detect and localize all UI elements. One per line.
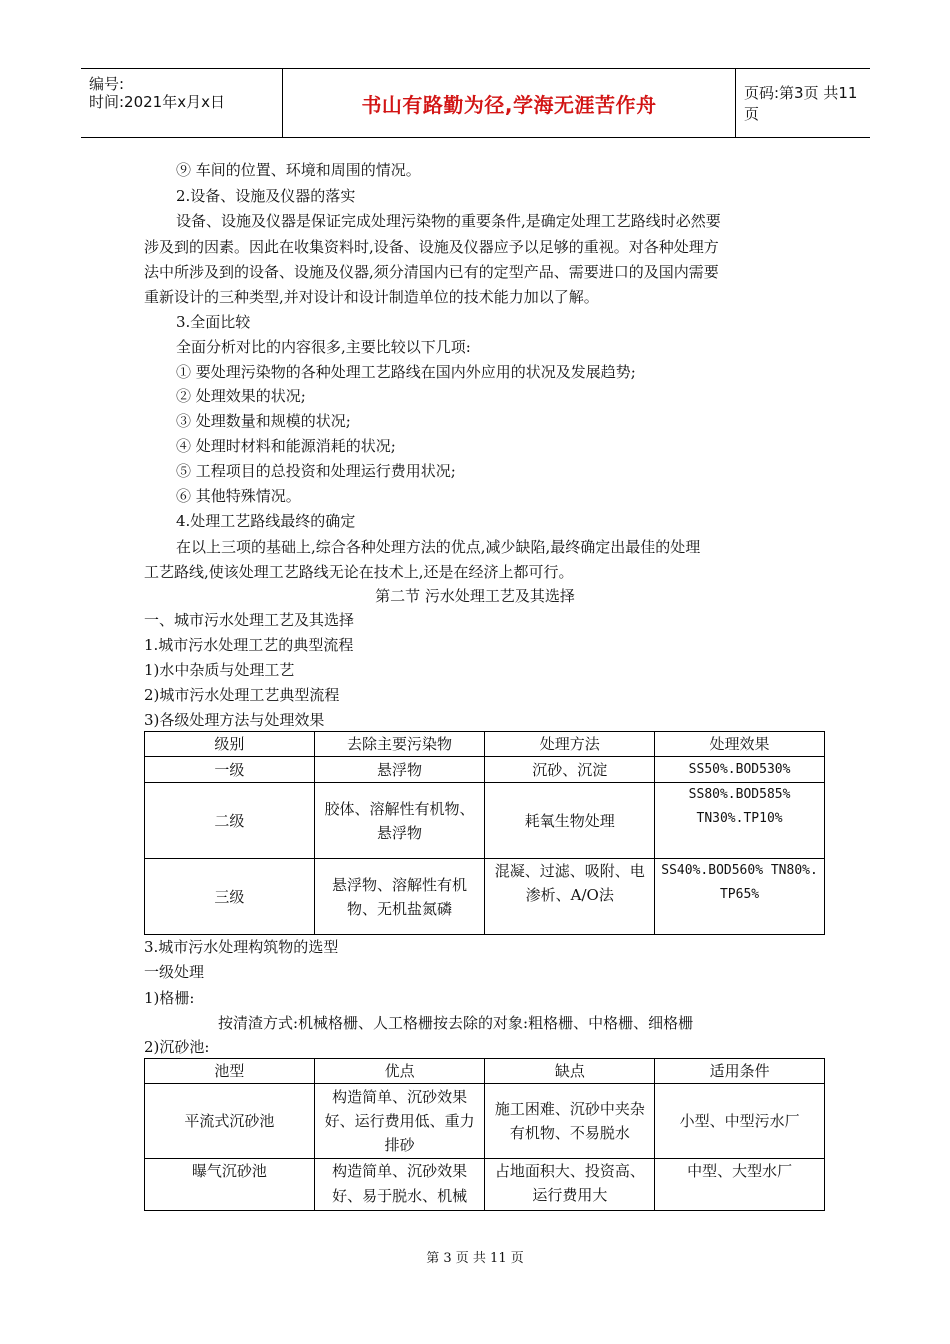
- section-heading: 4.处理工艺路线最终的确定: [176, 512, 356, 530]
- body-line: 工艺路线,使该处理工艺路线无论在技术上,还是在经济上都可行。: [144, 563, 574, 581]
- list-item: ③ 处理数量和规模的状况;: [176, 412, 351, 430]
- body-line: 重新设计的三种类型,并对设计和设计制造单位的技术能力加以了解。: [144, 288, 599, 306]
- section-heading: 一级处理: [144, 963, 205, 981]
- table-header-row: [145, 732, 825, 757]
- table-row: [145, 1084, 825, 1159]
- time-label: 时间:2021年x月x日: [89, 93, 225, 111]
- table-header-cell: 处理效果: [655, 732, 825, 757]
- table-cell: 占地面积大、投资高、运行费用大: [485, 1159, 655, 1211]
- page-header: [81, 68, 870, 138]
- table-row: [145, 783, 825, 859]
- table-header-cell: 级别: [145, 732, 315, 757]
- table-cell: 构造简单、沉砂效果好、运行费用低、重力排砂: [314, 1084, 485, 1159]
- table-cell: 一级: [145, 757, 315, 783]
- section-heading: 1.城市污水处理工艺的典型流程: [144, 636, 354, 654]
- header-motto: [283, 69, 736, 137]
- list-item: ② 处理效果的状况;: [176, 387, 306, 405]
- table-cell: 二级: [145, 783, 315, 859]
- table-header-cell: 优点: [314, 1059, 485, 1084]
- table-row: [145, 757, 825, 783]
- table-cell: SS80%.BOD585% TN30%.TP10%: [655, 783, 825, 859]
- table-header-cell: 处理方法: [485, 732, 655, 757]
- table-header-cell: 缺点: [485, 1059, 655, 1084]
- body-line: 在以上三项的基础上,综合各种处理方法的优点,减少缺陷,最终确定出最佳的处理: [176, 538, 701, 556]
- table-cell: SS40%.BOD560% TN80%. TP65%: [655, 859, 825, 935]
- table-cell: SS50%.BOD530%: [655, 757, 825, 783]
- table-cell: 混凝、过滤、吸附、电渗析、A/O法: [485, 859, 655, 935]
- table-header-cell: 去除主要污染物: [314, 732, 485, 757]
- list-item: ⑥ 其他特殊情况。: [176, 487, 301, 505]
- list-item: 3)各级处理方法与处理效果: [144, 711, 325, 729]
- list-item: 1)格栅:: [144, 989, 195, 1007]
- list-item: ⑤ 工程项目的总投资和处理运行费用状况;: [176, 462, 456, 480]
- table-cell: 沉砂、沉淀: [485, 757, 655, 783]
- table-cell: 耗氧生物处理: [485, 783, 655, 859]
- section-heading: 一、城市污水处理工艺及其选择: [144, 611, 355, 629]
- table-cell: 三级: [145, 859, 315, 935]
- body-line: 按清渣方式:机械格栅、人工格栅按去除的对象:粗格栅、中格栅、细格栅: [218, 1014, 694, 1032]
- list-item: 2)沉砂池:: [144, 1038, 210, 1056]
- table-cell: 胶体、溶解性有机物、悬浮物: [314, 783, 485, 859]
- motto-text: 书山有路勤为径,学海无涯苦作舟: [361, 92, 657, 117]
- table-row: [145, 1159, 825, 1211]
- table-cell: 构造简单、沉砂效果好、易于脱水、机械: [314, 1159, 485, 1211]
- table-cell: 平流式沉砂池: [145, 1084, 315, 1159]
- header-meta: [81, 69, 283, 137]
- page-number-label: 页码:第3页 共11页: [744, 84, 858, 123]
- number-label: 编号:: [89, 75, 125, 93]
- grit-chamber-table: [144, 1058, 825, 1211]
- table-cell: 小型、中型污水厂: [655, 1084, 825, 1159]
- list-item: ① 要处理污染物的各种处理工艺路线在国内外应用的状况及发展趋势;: [176, 363, 636, 381]
- table-cell: 中型、大型水厂: [655, 1159, 825, 1211]
- table-header-cell: 适用条件: [655, 1059, 825, 1084]
- body-line: ⑨ 车间的位置、环境和周围的情况。: [176, 161, 421, 179]
- section-heading: 3.城市污水处理构筑物的选型: [144, 938, 339, 956]
- page-footer: 第 3 页 共 11 页: [426, 1251, 524, 1266]
- table-row: [145, 859, 825, 935]
- list-item: ④ 处理时材料和能源消耗的状况;: [176, 437, 396, 455]
- table-cell: 悬浮物: [314, 757, 485, 783]
- list-item: 1)水中杂质与处理工艺: [144, 661, 295, 679]
- body-line: 涉及到的因素。因此在收集资料时,设备、设施及仪器应予以足够的重视。对各种处理方: [144, 238, 719, 256]
- list-item: 2)城市污水处理工艺典型流程: [144, 686, 340, 704]
- section-heading: 2.设备、设施及仪器的落实: [176, 187, 356, 205]
- chapter-section-title: 第二节 污水处理工艺及其选择: [375, 587, 575, 605]
- body-line: 法中所涉及到的设备、设施及仪器,须分清国内已有的定型产品、需要进口的及国内需要: [144, 263, 719, 281]
- table-cell: 悬浮物、溶解性有机物、无机盐氮磷: [314, 859, 485, 935]
- body-line: 全面分析对比的内容很多,主要比较以下几项:: [176, 338, 471, 356]
- treatment-levels-table: [144, 731, 825, 935]
- table-header-row: [145, 1059, 825, 1084]
- section-heading: 3.全面比较: [176, 313, 251, 331]
- table-cell: 施工困难、沉砂中夹杂有机物、不易脱水: [485, 1084, 655, 1159]
- body-line: 设备、设施及仪器是保证完成处理污染物的重要条件,是确定处理工艺路线时必然要: [176, 212, 721, 230]
- table-cell: 曝气沉砂池: [145, 1159, 315, 1211]
- table-header-cell: 池型: [145, 1059, 315, 1084]
